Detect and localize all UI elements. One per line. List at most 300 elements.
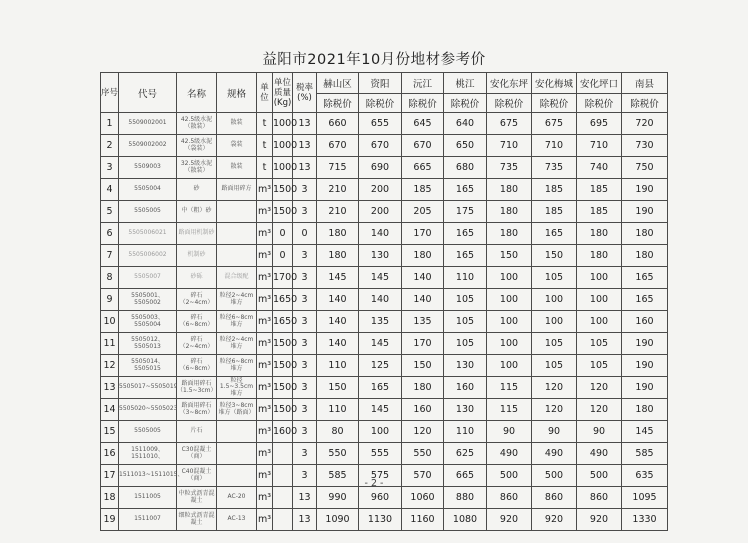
- row-price: 165: [622, 289, 668, 311]
- row-price: 120: [577, 399, 622, 421]
- table-row: [101, 311, 668, 333]
- row-tax: 3: [293, 399, 317, 421]
- row-price: 655: [359, 113, 402, 135]
- row-price: 570: [402, 465, 444, 487]
- page-number: - 2 -: [364, 478, 384, 489]
- row-price: 710: [487, 135, 532, 157]
- row-price: 1080: [444, 509, 487, 531]
- row-price: 645: [402, 113, 444, 135]
- row-code: 5505001、5505002: [119, 289, 177, 311]
- row-price: 175: [444, 201, 487, 223]
- row-price: 550: [317, 443, 359, 465]
- row-no: 15: [101, 421, 119, 443]
- row-price: 100: [577, 311, 622, 333]
- row-price: 160: [402, 399, 444, 421]
- row-spec: [217, 421, 257, 443]
- row-price: 205: [402, 201, 444, 223]
- row-price: 90: [532, 421, 577, 443]
- header-region: 沅江: [402, 73, 444, 94]
- row-price: 490: [487, 443, 532, 465]
- row-tax: 3: [293, 267, 317, 289]
- row-price: 990: [317, 487, 359, 509]
- row-mass: [273, 509, 293, 531]
- row-price: 960: [359, 487, 402, 509]
- row-tax: 13: [293, 487, 317, 509]
- row-price: 120: [577, 377, 622, 399]
- row-mass: 1650: [273, 311, 293, 333]
- row-spec: 粒径1.5~3.5cm堆方: [217, 377, 257, 399]
- row-tax: 13: [293, 135, 317, 157]
- row-price: 710: [532, 135, 577, 157]
- header-price-label: 除税价: [622, 94, 668, 113]
- row-price: 170: [402, 223, 444, 245]
- row-price: 670: [359, 135, 402, 157]
- row-tax: 0: [293, 223, 317, 245]
- header-price-label: 除税价: [487, 94, 532, 113]
- row-price: 145: [359, 399, 402, 421]
- row-price: 680: [444, 157, 487, 179]
- row-name: 碎石（6~8cm）: [177, 311, 217, 333]
- row-no: 3: [101, 157, 119, 179]
- row-mass: 1000: [273, 113, 293, 135]
- row-price: 105: [444, 289, 487, 311]
- row-code: 5505007: [119, 267, 177, 289]
- row-price: 200: [359, 201, 402, 223]
- table-row: [101, 201, 668, 223]
- row-price: 625: [444, 443, 487, 465]
- header-price-label: 除税价: [359, 94, 402, 113]
- row-price: 180: [487, 201, 532, 223]
- row-tax: 13: [293, 157, 317, 179]
- row-name: 路面用碎石（3~8cm）: [177, 399, 217, 421]
- header-region: 桃江: [444, 73, 487, 94]
- row-unit: m³: [257, 179, 273, 201]
- row-name: 42.5级水泥（袋装）: [177, 135, 217, 157]
- header-price-label: 除税价: [532, 94, 577, 113]
- row-price: 185: [402, 179, 444, 201]
- row-price: 100: [532, 311, 577, 333]
- row-price: 100: [532, 289, 577, 311]
- row-mass: 0: [273, 245, 293, 267]
- row-code: 5505017~5505019: [119, 377, 177, 399]
- row-name: 砂: [177, 179, 217, 201]
- row-tax: 3: [293, 377, 317, 399]
- row-price: 190: [622, 201, 668, 223]
- row-price: 100: [487, 289, 532, 311]
- row-price: 640: [444, 113, 487, 135]
- row-mass: 1650: [273, 289, 293, 311]
- row-price: 150: [532, 245, 577, 267]
- row-price: 585: [622, 443, 668, 465]
- row-no: 9: [101, 289, 119, 311]
- row-spec: 粒径2~4cm堆方: [217, 289, 257, 311]
- table-row: [101, 443, 668, 465]
- row-price: 180: [402, 377, 444, 399]
- row-price: 165: [359, 377, 402, 399]
- row-price: 750: [622, 157, 668, 179]
- price-table: [100, 72, 668, 531]
- row-spec: 粒径2~4cm堆方: [217, 333, 257, 355]
- row-unit: m³: [257, 377, 273, 399]
- row-price: 180: [317, 223, 359, 245]
- row-price: 115: [487, 377, 532, 399]
- row-spec: 散装: [217, 157, 257, 179]
- row-name: 42.5级水泥（散装）: [177, 113, 217, 135]
- row-no: 1: [101, 113, 119, 135]
- row-price: 145: [317, 267, 359, 289]
- row-code: 5509002001: [119, 113, 177, 135]
- table-row: [101, 509, 668, 531]
- row-mass: 1500: [273, 377, 293, 399]
- row-name: 中（粗）砂: [177, 201, 217, 223]
- row-price: 740: [577, 157, 622, 179]
- row-price: 185: [532, 179, 577, 201]
- row-price: 130: [359, 245, 402, 267]
- row-unit: m³: [257, 289, 273, 311]
- row-price: 735: [487, 157, 532, 179]
- row-code: 5509003: [119, 157, 177, 179]
- row-unit: m³: [257, 487, 273, 509]
- row-price: 675: [487, 113, 532, 135]
- header-tax-rate: 税率(%): [293, 73, 317, 113]
- row-no: 19: [101, 509, 119, 531]
- row-tax: 3: [293, 421, 317, 443]
- row-unit: m³: [257, 509, 273, 531]
- row-price: 200: [359, 179, 402, 201]
- header-region: 安化梅城: [532, 73, 577, 94]
- row-unit: t: [257, 113, 273, 135]
- row-no: 8: [101, 267, 119, 289]
- row-price: 670: [402, 135, 444, 157]
- row-mass: 1500: [273, 355, 293, 377]
- row-spec: 混合级配: [217, 267, 257, 289]
- row-code: 5505020~5505023: [119, 399, 177, 421]
- table-body: [101, 113, 668, 531]
- header-region: 安化坪口: [577, 73, 622, 94]
- row-code: 5505012、5505013: [119, 333, 177, 355]
- row-price: 1130: [359, 509, 402, 531]
- row-price: 185: [532, 201, 577, 223]
- row-name: 片石: [177, 421, 217, 443]
- row-code: 5505006021: [119, 223, 177, 245]
- row-price: 90: [487, 421, 532, 443]
- row-unit: m³: [257, 355, 273, 377]
- row-price: 140: [359, 289, 402, 311]
- header-price-label: 除税价: [402, 94, 444, 113]
- row-price: 135: [402, 311, 444, 333]
- row-price: 710: [577, 135, 622, 157]
- row-price: 180: [622, 399, 668, 421]
- row-price: 160: [622, 311, 668, 333]
- table-row: [101, 487, 668, 509]
- table-row: [101, 157, 668, 179]
- row-code: 5505005: [119, 201, 177, 223]
- row-price: 190: [622, 355, 668, 377]
- row-name: 砂砾: [177, 267, 217, 289]
- row-price: 180: [487, 179, 532, 201]
- row-price: 500: [532, 465, 577, 487]
- row-price: 860: [487, 487, 532, 509]
- row-price: 500: [487, 465, 532, 487]
- row-price: 105: [577, 355, 622, 377]
- header-spec: 规格: [217, 73, 257, 113]
- row-code: 1511007: [119, 509, 177, 531]
- table-row: [101, 135, 668, 157]
- row-price: 190: [622, 179, 668, 201]
- row-price: 80: [317, 421, 359, 443]
- row-name: 碎石（6~8cm）: [177, 355, 217, 377]
- row-price: 135: [359, 311, 402, 333]
- row-name: C30混凝土（商）: [177, 443, 217, 465]
- header-price-label: 除税价: [317, 94, 359, 113]
- row-price: 490: [577, 443, 622, 465]
- row-price: 140: [402, 267, 444, 289]
- row-price: 920: [487, 509, 532, 531]
- row-mass: 1500: [273, 179, 293, 201]
- row-price: 920: [532, 509, 577, 531]
- row-no: 4: [101, 179, 119, 201]
- header-region: 赫山区: [317, 73, 359, 94]
- table-row: [101, 355, 668, 377]
- header-unit-mass: 单位质量(Kg): [273, 73, 293, 113]
- row-spec: 路面用碎方: [217, 179, 257, 201]
- table-row: [101, 267, 668, 289]
- row-price: 100: [577, 267, 622, 289]
- row-name: C40混凝土（商）: [177, 465, 217, 487]
- row-price: 720: [622, 113, 668, 135]
- row-price: 555: [359, 443, 402, 465]
- row-price: 690: [359, 157, 402, 179]
- row-price: 100: [487, 267, 532, 289]
- row-price: 665: [402, 157, 444, 179]
- page-title: 益阳市2021年10月份地材参考价: [262, 52, 486, 68]
- row-price: 90: [577, 421, 622, 443]
- row-unit: t: [257, 157, 273, 179]
- row-price: 180: [317, 245, 359, 267]
- row-no: 16: [101, 443, 119, 465]
- row-code: 1511005: [119, 487, 177, 509]
- row-price: 180: [402, 245, 444, 267]
- table-row: [101, 289, 668, 311]
- header-name: 名称: [177, 73, 217, 113]
- row-price: 715: [317, 157, 359, 179]
- row-price: 100: [359, 421, 402, 443]
- row-code: 5509002002: [119, 135, 177, 157]
- row-price: 490: [532, 443, 577, 465]
- row-price: 165: [532, 223, 577, 245]
- table-row: [101, 223, 668, 245]
- row-price: 210: [317, 179, 359, 201]
- row-price: 105: [532, 267, 577, 289]
- row-price: 120: [532, 377, 577, 399]
- row-price: 145: [359, 333, 402, 355]
- row-price: 1160: [402, 509, 444, 531]
- table-row: [101, 179, 668, 201]
- row-price: 120: [532, 399, 577, 421]
- row-name: 路面用碎石（1.5~3cm）: [177, 377, 217, 399]
- row-no: 17: [101, 465, 119, 487]
- row-spec: 袋装: [217, 135, 257, 157]
- row-price: 730: [622, 135, 668, 157]
- row-tax: 3: [293, 443, 317, 465]
- row-code: 5505014、5505015: [119, 355, 177, 377]
- row-mass: 1000: [273, 157, 293, 179]
- row-price: 675: [532, 113, 577, 135]
- row-name: 32.5级水泥（散装）: [177, 157, 217, 179]
- row-code: 5505003、5505004: [119, 311, 177, 333]
- row-unit: m³: [257, 267, 273, 289]
- row-tax: 3: [293, 465, 317, 487]
- row-name: 路面用机制砂: [177, 223, 217, 245]
- row-tax: 3: [293, 201, 317, 223]
- row-price: 860: [532, 487, 577, 509]
- row-price: 190: [622, 377, 668, 399]
- row-price: 860: [577, 487, 622, 509]
- row-tax: 3: [293, 311, 317, 333]
- row-mass: 1500: [273, 399, 293, 421]
- row-spec: 粒径6~8cm堆方: [217, 311, 257, 333]
- row-price: 1090: [317, 509, 359, 531]
- table-row: [101, 377, 668, 399]
- row-price: 920: [577, 509, 622, 531]
- row-spec: 粒径6~8cm堆方: [217, 355, 257, 377]
- table-row: [101, 113, 668, 135]
- row-no: 12: [101, 355, 119, 377]
- row-price: 160: [444, 377, 487, 399]
- row-tax: 3: [293, 355, 317, 377]
- row-mass: 1500: [273, 201, 293, 223]
- row-price: 105: [532, 333, 577, 355]
- row-no: 14: [101, 399, 119, 421]
- row-price: 100: [577, 289, 622, 311]
- row-name: 机制砂: [177, 245, 217, 267]
- row-price: 130: [444, 399, 487, 421]
- row-price: 145: [622, 421, 668, 443]
- row-no: 6: [101, 223, 119, 245]
- row-spec: 粒径3~8cm堆方（路面）: [217, 399, 257, 421]
- header-region: 资阳: [359, 73, 402, 94]
- row-price: 650: [444, 135, 487, 157]
- row-mass: 0: [273, 223, 293, 245]
- row-mass: 1500: [273, 333, 293, 355]
- row-price: 140: [317, 333, 359, 355]
- row-name: 碎石（2~4cm）: [177, 333, 217, 355]
- row-price: 150: [487, 245, 532, 267]
- row-price: 180: [577, 245, 622, 267]
- row-price: 140: [317, 289, 359, 311]
- row-price: 105: [577, 333, 622, 355]
- row-mass: [273, 487, 293, 509]
- row-tax: 3: [293, 245, 317, 267]
- row-price: 170: [402, 333, 444, 355]
- header-price-label: 除税价: [444, 94, 487, 113]
- row-tax: 3: [293, 333, 317, 355]
- row-spec: 散装: [217, 113, 257, 135]
- row-unit: m³: [257, 443, 273, 465]
- row-price: 150: [402, 355, 444, 377]
- row-price: 110: [317, 399, 359, 421]
- row-no: 11: [101, 333, 119, 355]
- header-region: 南县: [622, 73, 668, 94]
- row-price: 150: [317, 377, 359, 399]
- row-price: 185: [577, 201, 622, 223]
- row-price: 100: [487, 311, 532, 333]
- row-unit: m³: [257, 465, 273, 487]
- row-price: 115: [487, 399, 532, 421]
- row-spec: AC-20: [217, 487, 257, 509]
- row-price: 185: [577, 179, 622, 201]
- row-tax: 13: [293, 509, 317, 531]
- row-price: 165: [444, 179, 487, 201]
- row-code: 5505006002: [119, 245, 177, 267]
- row-price: 105: [444, 311, 487, 333]
- row-unit: m³: [257, 399, 273, 421]
- row-tax: 13: [293, 113, 317, 135]
- row-spec: [217, 443, 257, 465]
- row-no: 18: [101, 487, 119, 509]
- row-price: 105: [444, 333, 487, 355]
- row-mass: 1000: [273, 135, 293, 157]
- row-price: 670: [317, 135, 359, 157]
- row-price: 695: [577, 113, 622, 135]
- row-price: 180: [622, 245, 668, 267]
- header-region: 安化东坪: [487, 73, 532, 94]
- row-spec: [217, 201, 257, 223]
- row-tax: 3: [293, 179, 317, 201]
- row-unit: m³: [257, 223, 273, 245]
- row-code: 5505004: [119, 179, 177, 201]
- row-price: 140: [359, 223, 402, 245]
- row-price: 180: [622, 223, 668, 245]
- table-row: [101, 333, 668, 355]
- row-price: 635: [622, 465, 668, 487]
- row-price: 145: [359, 267, 402, 289]
- row-price: 550: [402, 443, 444, 465]
- row-unit: m³: [257, 245, 273, 267]
- row-code: 1511013~1511015、: [119, 465, 177, 487]
- row-no: 7: [101, 245, 119, 267]
- row-price: 1060: [402, 487, 444, 509]
- row-no: 2: [101, 135, 119, 157]
- row-price: 120: [402, 421, 444, 443]
- row-price: 880: [444, 487, 487, 509]
- header-price-label: 除税价: [577, 94, 622, 113]
- row-no: 5: [101, 201, 119, 223]
- row-tax: 3: [293, 289, 317, 311]
- row-price: 585: [317, 465, 359, 487]
- row-code: 5505005: [119, 421, 177, 443]
- row-unit: t: [257, 135, 273, 157]
- header-unit: 单位: [257, 73, 273, 113]
- row-name: 碎石（2~4cm）: [177, 289, 217, 311]
- row-price: 665: [444, 465, 487, 487]
- row-price: 180: [487, 223, 532, 245]
- row-price: 1095: [622, 487, 668, 509]
- row-price: 100: [487, 333, 532, 355]
- row-price: 140: [402, 289, 444, 311]
- table-row: [101, 421, 668, 443]
- row-code: 1511009、1511010、: [119, 443, 177, 465]
- row-mass: 1700: [273, 267, 293, 289]
- row-price: 735: [532, 157, 577, 179]
- row-no: 13: [101, 377, 119, 399]
- row-price: 1330: [622, 509, 668, 531]
- row-price: 110: [317, 355, 359, 377]
- row-name: 细粒式沥青混凝土: [177, 509, 217, 531]
- table-header-row: [101, 73, 668, 94]
- row-unit: m³: [257, 333, 273, 355]
- header-seq: 序号: [101, 73, 119, 113]
